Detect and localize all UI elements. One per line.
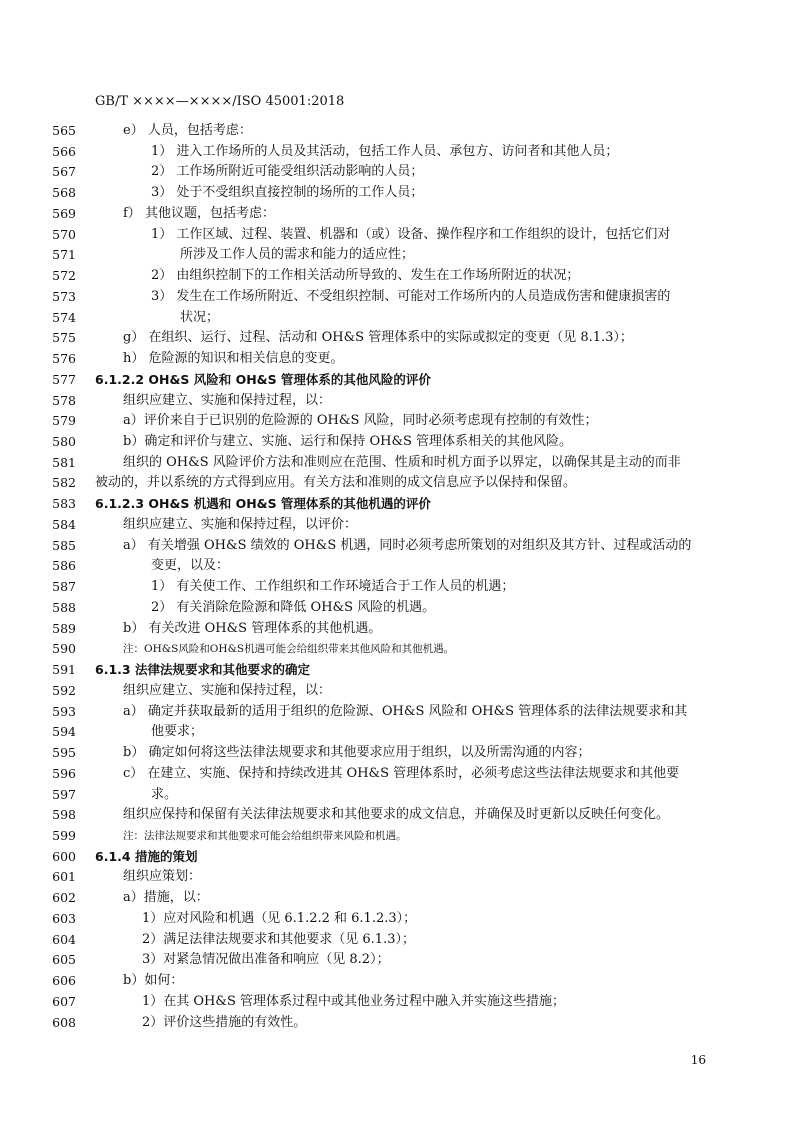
text-line <box>0 950 793 971</box>
line-text: 组织的 OH&S 风险评价方法和准则应在范围、性质和时机方面予以界定，以确保其是主动的而非 <box>123 454 681 470</box>
line-number: 588 <box>52 599 76 615</box>
line-text: h） 危险源的知识和相关信息的变更。 <box>123 351 344 367</box>
line-number: 572 <box>52 268 76 284</box>
text-line <box>0 930 793 951</box>
text-line <box>0 287 793 308</box>
line-number: 565 <box>52 123 76 138</box>
line-text: 被动的，并以系统的方式得到应用。有关方法和准则的成文信息应予以保持和保留。 <box>95 475 577 491</box>
line-number: 577 <box>52 371 76 387</box>
line-number: 601 <box>52 869 76 885</box>
line-number: 568 <box>52 185 76 201</box>
text-line <box>0 411 793 432</box>
line-number: 580 <box>52 434 76 450</box>
text-line <box>0 142 793 163</box>
line-number: 608 <box>52 1014 76 1030</box>
section-heading-text: 6.1.2.2 OH&S 风险和 OH&S 管理体系的其他风险的评价 <box>95 371 431 387</box>
text-line <box>0 764 793 785</box>
note-line <box>0 639 793 660</box>
line-text: 1） 工作区域、过程、装置、机器和（或）设备、操作程序和工作组织的设计，包括它们对 <box>151 226 671 242</box>
line-text: 2） 有关消除危险源和降低 OH&S 风险的机遇。 <box>151 599 436 615</box>
line-text: 组织应保持和保留有关法律法规要求和其他要求的成文信息，并确保及时更新以反映任何变化。 <box>123 807 670 823</box>
line-text: 1） 有关使工作、工作组织和工作环境适合于工作人员的机遇； <box>151 579 515 595</box>
line-text: 组织应策划： <box>123 869 202 885</box>
line-number: 592 <box>52 682 76 698</box>
text-line <box>0 515 793 536</box>
line-number: 578 <box>52 392 76 408</box>
line-number: 597 <box>52 786 76 802</box>
document-header: GB/T ××××—××××/ISO 45001:2018 <box>95 94 345 109</box>
line-text: 他要求； <box>151 724 204 740</box>
text-line <box>0 556 793 577</box>
text-line <box>0 204 793 225</box>
line-text: 组织应建立、实施和保持过程，以： <box>123 392 332 408</box>
line-number: 595 <box>52 745 76 761</box>
line-text: a）评价来自于已识别的危险源的 OH&S 风险，同时必须考虑现有控制的有效性； <box>123 413 598 429</box>
line-number: 581 <box>52 454 76 470</box>
line-text: 1） 进入工作场所的人员及其活动，包括工作人员、承包方、访问者和其他人员； <box>151 143 619 159</box>
note-text: 注：OH&S风险和OH&S机遇可能会给组织带来其他风险和其他机遇。 <box>123 643 455 656</box>
line-number: 599 <box>52 827 76 843</box>
line-number: 567 <box>52 164 76 180</box>
line-text: 2） 工作场所附近可能受组织活动影响的人员； <box>151 164 424 180</box>
text-line <box>0 722 793 743</box>
text-line <box>0 577 793 598</box>
text-line <box>0 702 793 723</box>
line-number: 583 <box>52 496 76 512</box>
line-text: 3） 处于不受组织直接控制的场所的工作人员； <box>151 185 424 201</box>
line-text: 1）应对风险和机遇（见 6.1.2.2 和 6.1.2.3）； <box>142 910 417 926</box>
line-number: 584 <box>52 516 76 532</box>
section-heading <box>0 494 793 515</box>
line-text: 变更，以及： <box>151 558 230 574</box>
line-number: 606 <box>52 973 76 989</box>
text-line <box>0 162 793 183</box>
line-number: 587 <box>52 579 76 595</box>
line-number: 573 <box>52 288 76 304</box>
text-line <box>0 743 793 764</box>
text-line <box>0 266 793 287</box>
note-text: 注：法律法规要求和其他要求可能会给组织带来风险和机遇。 <box>123 829 407 842</box>
line-number: 575 <box>52 330 76 346</box>
line-number: 594 <box>52 724 76 740</box>
line-text: 组织应建立、实施和保持过程，以评价： <box>123 516 358 532</box>
line-number: 602 <box>52 890 76 906</box>
section-heading <box>0 847 793 868</box>
text-line <box>0 245 793 266</box>
text-line <box>0 473 793 494</box>
text-line <box>0 971 793 992</box>
line-text: a） 确定并获取最新的适用于组织的危险源、OH&S 风险和 OH&S 管理体系的法律法规要求和其 <box>123 703 688 719</box>
text-line <box>0 805 793 826</box>
line-number: 607 <box>52 993 76 1009</box>
line-number: 591 <box>52 662 76 678</box>
document-body <box>0 121 793 1033</box>
text-line <box>0 681 793 702</box>
section-heading <box>0 370 793 391</box>
line-number: 600 <box>52 848 76 864</box>
line-text: b） 有关改进 OH&S 管理体系的其他机遇。 <box>123 620 382 636</box>
text-line <box>0 992 793 1013</box>
line-number: 574 <box>52 309 76 325</box>
section-heading-text: 6.1.4 措施的策划 <box>95 848 198 864</box>
line-text: 3）对紧急情况做出准备和响应（见 8.2）； <box>142 952 390 968</box>
line-text: 2） 由组织控制下的工作相关活动所导致的、发生在工作场所附近的状况； <box>151 268 580 284</box>
line-text: 1）在其 OH&S 管理体系过程中或其他业务过程中融入并实施这些措施； <box>142 993 566 1009</box>
line-text: f） 其他议题，包括考虑： <box>123 205 275 221</box>
text-line <box>0 867 793 888</box>
line-number: 603 <box>52 910 76 926</box>
section-heading <box>0 660 793 681</box>
section-heading-text: 6.1.2.3 OH&S 机遇和 OH&S 管理体系的其他机遇的评价 <box>95 496 431 512</box>
note-line <box>0 826 793 847</box>
line-number: 593 <box>52 703 76 719</box>
line-number: 566 <box>52 143 76 159</box>
text-line <box>0 536 793 557</box>
line-text: 2）评价这些措施的有效性。 <box>142 1014 307 1030</box>
line-text: a） 有关增强 OH&S 绩效的 OH&S 机遇，同时必须考虑所策划的对组织及其方针、过程或活动的 <box>123 537 692 553</box>
line-text: g） 在组织、运行、过程、活动和 OH&S 管理体系中的实际或拟定的变更（见 8.1.3）； <box>123 330 633 346</box>
line-number: 582 <box>52 475 76 491</box>
text-line <box>0 225 793 246</box>
page-number: 16 <box>690 1053 706 1067</box>
text-line <box>0 1013 793 1034</box>
text-line <box>0 391 793 412</box>
line-number: 570 <box>52 226 76 242</box>
line-number: 579 <box>52 413 76 429</box>
line-text: e） 人员，包括考虑： <box>123 123 252 138</box>
line-number: 585 <box>52 537 76 553</box>
line-number: 604 <box>52 931 76 947</box>
text-line <box>0 328 793 349</box>
line-text: 3） 发生在工作场所附近、不受组织控制、可能对工作场所内的人员造成伤害和健康损害的 <box>151 288 671 304</box>
line-text: b）如何： <box>123 973 184 989</box>
text-line <box>0 909 793 930</box>
text-line <box>0 349 793 370</box>
line-text: b）确定和评价与建立、实施、运行和保持 OH&S 管理体系相关的其他风险。 <box>123 434 573 450</box>
line-number: 586 <box>52 558 76 574</box>
line-number: 596 <box>52 765 76 781</box>
line-text: 2）满足法律法规要求和其他要求（见 6.1.3）； <box>142 931 415 947</box>
section-heading-text: 6.1.3 法律法规要求和其他要求的确定 <box>95 662 310 678</box>
line-text: b） 确定如何将这些法律法规要求和其他要求应用于组织，以及所需沟通的内容； <box>123 745 591 761</box>
line-text: 组织应建立、实施和保持过程，以： <box>123 682 332 698</box>
line-number: 576 <box>52 351 76 367</box>
text-line <box>0 619 793 640</box>
line-number: 589 <box>52 620 76 636</box>
line-number: 569 <box>52 205 76 221</box>
line-number: 590 <box>52 641 76 657</box>
line-text: c） 在建立、实施、保持和持续改进其 OH&S 管理体系时，必须考虑这些法律法规要求和其他要 <box>123 765 680 781</box>
text-line <box>0 888 793 909</box>
line-text: 状况； <box>180 309 220 325</box>
text-line <box>0 121 793 142</box>
line-text: 所涉及工作人员的需求和能力的适应性； <box>180 247 415 263</box>
text-line <box>0 453 793 474</box>
text-line <box>0 183 793 204</box>
line-number: 598 <box>52 807 76 823</box>
line-number: 571 <box>52 247 76 263</box>
text-line <box>0 785 793 806</box>
line-text: 求。 <box>151 786 178 802</box>
text-line <box>0 598 793 619</box>
line-text: a）措施，以： <box>123 890 209 906</box>
text-line <box>0 432 793 453</box>
text-line <box>0 308 793 329</box>
line-number: 605 <box>52 952 76 968</box>
